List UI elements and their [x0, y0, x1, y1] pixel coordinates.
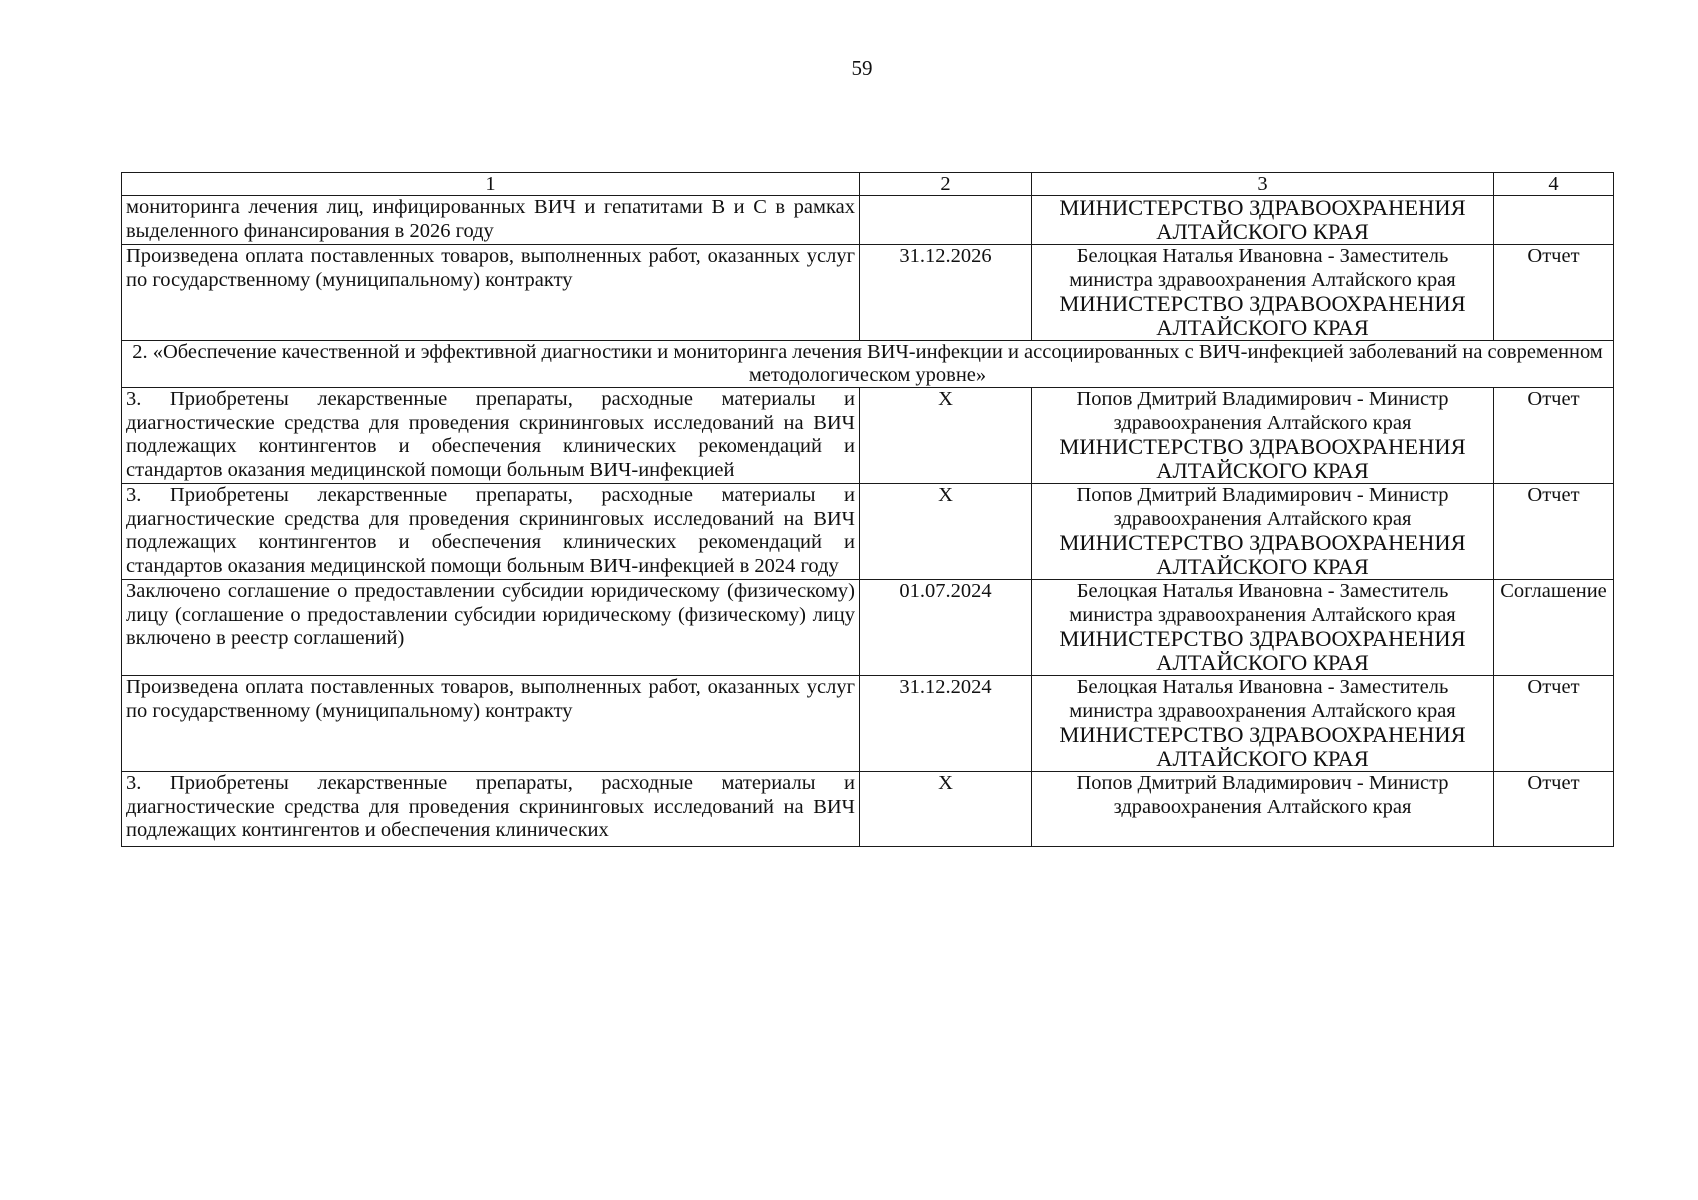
responsible-ministry: МИНИСТЕРСТВО ЗДРАВООХРАНЕНИЯ АЛТАЙСКОГО КРАЯ	[1059, 434, 1466, 483]
responsible-ministry: МИНИСТЕРСТВО ЗДРАВООХРАНЕНИЯ АЛТАЙСКОГО КРАЯ	[1059, 626, 1466, 675]
deadline: 01.07.2024	[860, 580, 1032, 676]
event-description: 3. Приобретены лекарственные препараты, расходные материалы и диагностические средства для проведения скрининговых исследований на ВИЧ подлежащих контингентов и обеспечения клинических рекомендаций и стандартов оказания медицинской помощи больным ВИЧ-инфекцией в 2024 году	[122, 484, 860, 580]
event-description: Произведена оплата поставленных товаров, выполненных работ, оказанных услуг по государственному (муниципальному) контракту	[122, 676, 860, 772]
document-type: Соглашение	[1494, 580, 1614, 676]
column-number-row	[122, 173, 1614, 196]
page-number: 59	[851, 56, 873, 80]
document-type: Отчет	[1494, 772, 1614, 847]
column-number-3: 3	[1032, 173, 1494, 196]
deadline: 31.12.2024	[860, 676, 1032, 772]
deadline: 31.12.2026	[860, 245, 1032, 341]
section-title: 2. «Обеспечение качественной и эффективной диагностики и мониторинга лечения ВИЧ-инфекции и ассоциированных с ВИЧ-инфекцией заболеваний на современном методологическом уровне»	[122, 341, 1614, 388]
document-type: Отчет	[1494, 676, 1614, 772]
document-type: Отчет	[1494, 388, 1614, 484]
responsible-cell	[1032, 484, 1494, 580]
event-description: 3. Приобретены лекарственные препараты, расходные материалы и диагностические средства для проведения скрининговых исследований на ВИЧ подлежащих контингентов и обеспечения клинических рекомендаций и стандартов оказания медицинской помощи больным ВИЧ-инфекцией	[122, 388, 860, 484]
column-number-1: 1	[122, 173, 860, 196]
document-type: Отчет	[1494, 245, 1614, 341]
table-row	[122, 245, 1614, 341]
activities-table	[121, 172, 1614, 847]
responsible-cell	[1032, 676, 1494, 772]
table-row	[122, 196, 1614, 245]
responsible-cell	[1032, 388, 1494, 484]
responsible-cell	[1032, 196, 1494, 245]
table-row	[122, 580, 1614, 676]
table-row	[122, 388, 1614, 484]
responsible-person: Попов Дмитрий Владимирович - Министр здравоохранения Алтайского края	[1076, 484, 1449, 530]
responsible-ministry: МИНИСТЕРСТВО ЗДРАВООХРАНЕНИЯ АЛТАЙСКОГО КРАЯ	[1059, 722, 1466, 771]
event-description: Заключено соглашение о предоставлении субсидии юридическому (физическому) лицу (соглашение о предоставлении субсидии юридическому (физическому) лицу включено в реестр соглашений)	[122, 580, 860, 676]
deadline	[860, 196, 1032, 245]
document-type	[1494, 196, 1614, 245]
responsible-cell	[1032, 580, 1494, 676]
event-description: Произведена оплата поставленных товаров, выполненных работ, оказанных услуг по государственному (муниципальному) контракту	[122, 245, 860, 341]
event-description: мониторинга лечения лиц, инфицированных ВИЧ и гепатитами В и С в рамках выделенного финансирования в 2026 году	[122, 196, 860, 245]
column-number-2: 2	[860, 173, 1032, 196]
deadline: X	[860, 772, 1032, 847]
responsible-person: Белоцкая Наталья Ивановна - Заместитель министра здравоохранения Алтайского края	[1069, 245, 1456, 291]
responsible-person: Попов Дмитрий Владимирович - Министр здравоохранения Алтайского края	[1076, 388, 1449, 434]
deadline: X	[860, 388, 1032, 484]
responsible-ministry: МИНИСТЕРСТВО ЗДРАВООХРАНЕНИЯ АЛТАЙСКОГО КРАЯ	[1059, 530, 1466, 579]
responsible-person: Белоцкая Наталья Ивановна - Заместитель министра здравоохранения Алтайского края	[1069, 676, 1456, 722]
responsible-cell	[1032, 772, 1494, 847]
table-row	[122, 676, 1614, 772]
responsible-person: Попов Дмитрий Владимирович - Министр здравоохранения Алтайского края	[1076, 772, 1449, 818]
responsible-ministry: МИНИСТЕРСТВО ЗДРАВООХРАНЕНИЯ АЛТАЙСКОГО КРАЯ	[1059, 291, 1466, 340]
responsible-cell	[1032, 245, 1494, 341]
table-row	[122, 484, 1614, 580]
document-type: Отчет	[1494, 484, 1614, 580]
table-row	[122, 772, 1614, 847]
event-description: 3. Приобретены лекарственные препараты, расходные материалы и диагностические средства для проведения скрининговых исследований на ВИЧ подлежащих контингентов и обеспечения клинических	[122, 772, 860, 847]
column-number-4: 4	[1494, 173, 1614, 196]
section-row	[122, 341, 1614, 388]
responsible-person: Белоцкая Наталья Ивановна - Заместитель министра здравоохранения Алтайского края	[1069, 580, 1456, 626]
responsible-ministry: МИНИСТЕРСТВО ЗДРАВООХРАНЕНИЯ АЛТАЙСКОГО КРАЯ	[1059, 195, 1466, 244]
deadline: X	[860, 484, 1032, 580]
